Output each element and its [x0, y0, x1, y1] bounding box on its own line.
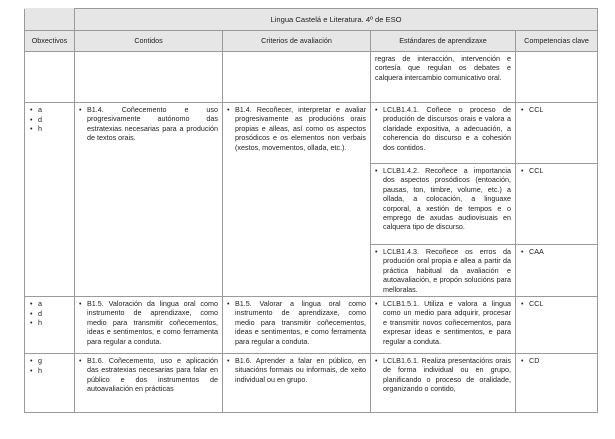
- competence-cell: [516, 354, 598, 413]
- criterion-text: • B1.4. Recoñecer, interpretar e avaliar progresivamente as producións orais propias e alleas, así como os aspectos prosódicos e os elementos non verbais (xestos, movementos, ollada, etc.).: [227, 105, 366, 152]
- content-text: • B1.6. Coñecemento, uso e aplicación das estratexias necesarias para falar en público e dos instrumentos de autoavaliación en prácticas: [79, 356, 218, 394]
- competence-item: • CD: [520, 356, 593, 366]
- standard-text: • LCLB1.5.1. Utiliza e valora a lingua como un medio para adquirir, procesar e transmitir novos coñecementos, para expresar ideas e sentimentos, e para regular a conduta.: [375, 299, 511, 346]
- standard-cell: [371, 245, 516, 297]
- header-standards: Estándares de aprendizaxe: [371, 31, 516, 52]
- header-blank-cell: [25, 9, 75, 31]
- content-cell: [75, 103, 223, 297]
- objectives-cell: [25, 354, 75, 413]
- table-row: [25, 52, 598, 103]
- standard-cell: [371, 354, 516, 413]
- competence-cell: [516, 103, 598, 164]
- objectives-cell: [25, 103, 75, 297]
- header-contents: Contidos: [75, 31, 223, 52]
- table-row: [25, 297, 598, 354]
- curriculum-table: [24, 8, 598, 413]
- standard-text: • LCLB1.6.1. Realiza presentacións orais de forma individual ou en grupo, planificando o proceso de oralidade, organizando o contido,: [375, 356, 511, 394]
- content-cell: [75, 297, 223, 354]
- objective-item: • d: [29, 115, 70, 125]
- competence-cell: [516, 245, 598, 297]
- content-text: • B1.4. Coñecemento e uso progresivamente autónomo das estratexias necesarias para a produción de textos orais.: [79, 105, 218, 143]
- objective-item: • h: [29, 366, 70, 376]
- table-row: [25, 354, 598, 413]
- criterion-cell: [223, 103, 371, 297]
- criterion-cell: [223, 297, 371, 354]
- objectives-cell: [25, 297, 75, 354]
- standard-cell: [371, 297, 516, 354]
- header-competences: Competencias clave: [516, 31, 598, 52]
- table-row: [25, 103, 598, 164]
- criterion-text: • B1.6. Aprender a falar en público, en situacións formais ou informais, de xeito individual ou en grupo.: [227, 356, 366, 384]
- objective-item: • h: [29, 124, 70, 134]
- objective-item: • a: [29, 299, 70, 309]
- content-cell: [75, 354, 223, 413]
- standard-text: regras de interacción, intervención e cortesía que regulan os debates e calquera intercambio comunicativo oral.: [375, 54, 511, 82]
- competence-cell: [516, 297, 598, 354]
- standard-cell: [371, 164, 516, 245]
- competence-item: • CCL: [520, 105, 593, 115]
- content-cell: [75, 52, 223, 103]
- standard-text: • LCLB1.4.2. Recoñece a importancia dos aspectos prosódicos (entoación, pausas, ton, timbre, volume, etc.) a ollada, a colocación, a linguaxe corporal, a xestión de tempos e o emprego de axudas audiovisuais en calquera tipo de discurso.: [375, 166, 511, 232]
- header-criteria: Criterios de avaliación: [223, 31, 371, 52]
- table-title: Lingua Castelá e Literatura. 4º de ESO: [75, 9, 598, 31]
- standard-text: • LCLB1.4.1. Coñece o proceso de produción de discursos orais e valora a claridade expositiva, a adecuación, a coherencia do discurso e a cohesión dos contidos.: [375, 105, 511, 152]
- objective-item: • d: [29, 309, 70, 319]
- competence-item: • CAA: [520, 247, 593, 257]
- competence-item: • CCL: [520, 299, 593, 309]
- objectives-cell: [25, 52, 75, 103]
- competence-cell: [516, 164, 598, 245]
- objective-item: • g: [29, 356, 70, 366]
- standard-cell: [371, 52, 516, 103]
- content-text: • B1.5. Valoración da lingua oral como instrumento de aprendizaxe, como medio para transmitir coñecementos, ideas e sentimentos, e como ferramenta para regular a conduta.: [79, 299, 218, 346]
- competence-item: • CCL: [520, 166, 593, 176]
- objective-item: • h: [29, 318, 70, 328]
- criterion-cell: [223, 52, 371, 103]
- objective-item: • a: [29, 105, 70, 115]
- standard-cell: [371, 103, 516, 164]
- criterion-cell: [223, 354, 371, 413]
- criterion-text: • B1.5. Valorar a lingua oral como instrumento de aprendizaxe, como medio para transmitir coñecementos, ideas e sentimentos, e como ferramenta para regular a conduta.: [227, 299, 366, 346]
- header-objectives: Obxectivos: [25, 31, 75, 52]
- curriculum-document: [24, 8, 598, 413]
- standard-text: • LCLB1.4.3. Recoñece os erros da produción oral propia e allea a partir da práctica habitual da avaliación e autoavaliación, e propón solucións para melloralas.: [375, 247, 511, 294]
- competence-cell: [516, 52, 598, 103]
